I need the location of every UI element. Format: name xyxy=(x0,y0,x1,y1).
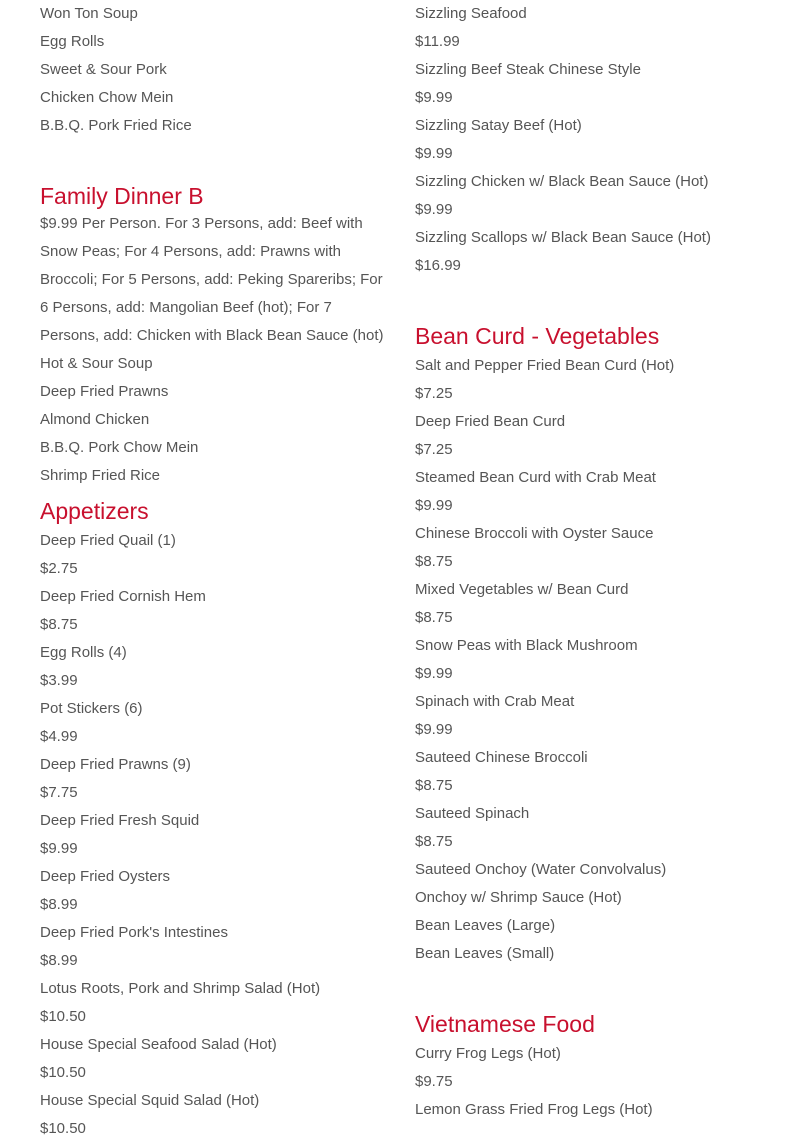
menu-item-name: Deep Fried Oysters xyxy=(40,868,171,885)
menu-item-name: Mixed Vegetables w/ Bean Curd xyxy=(415,581,629,598)
section-heading-appetizers: Appetizers xyxy=(40,498,149,524)
menu-item-name: Sizzling Satay Beef (Hot) xyxy=(415,117,582,134)
sizzling-list xyxy=(415,0,785,280)
menu-item-name: Bean Leaves (Large) xyxy=(415,917,556,934)
section-heading-family-dinner-b: Family Dinner B xyxy=(40,183,204,209)
menu-item-name: Snow Peas with Black Mushroom xyxy=(415,637,638,654)
menu-item-price: $2.75 xyxy=(40,560,78,577)
menu-item-price: $9.99 xyxy=(415,145,453,162)
menu-item-price: $9.99 xyxy=(415,665,453,682)
menu-item-name: Salt and Pepper Fried Bean Curd (Hot) xyxy=(415,357,675,374)
menu-item-name: B.B.Q. Pork Fried Rice xyxy=(40,117,192,134)
menu-item-name: Sauteed Chinese Broccoli xyxy=(415,749,588,766)
menu-item-price: $8.75 xyxy=(415,833,453,850)
menu-item-price: $7.75 xyxy=(40,784,78,801)
menu-item-price: $10.50 xyxy=(40,1064,86,1081)
appetizers-list xyxy=(40,527,390,1143)
menu-item-name: Deep Fried Prawns xyxy=(40,383,169,400)
menu-item-name: Deep Fried Cornish Hem xyxy=(40,588,206,605)
menu-item-name: Onchoy w/ Shrimp Sauce (Hot) xyxy=(415,889,622,906)
menu-item-price: $8.75 xyxy=(415,553,453,570)
menu-item-name: Spinach with Crab Meat xyxy=(415,693,575,710)
menu-item-name: Hot & Sour Soup xyxy=(40,355,153,372)
menu-item-name: Sauteed Spinach xyxy=(415,805,530,822)
menu-item-price: $4.99 xyxy=(40,728,78,745)
family-dinner-b-items xyxy=(40,350,390,490)
menu-item-name: Almond Chicken xyxy=(40,411,150,428)
menu-item-name: Chicken Chow Mein xyxy=(40,89,174,106)
menu-item-price: $10.50 xyxy=(40,1120,86,1137)
menu-left-column xyxy=(40,0,390,1143)
menu-item-name: Deep Fried Prawns (9) xyxy=(40,756,191,773)
menu-item-name: B.B.Q. Pork Chow Mein xyxy=(40,439,199,456)
menu-item-name: Sizzling Chicken w/ Black Bean Sauce (Hot) xyxy=(415,173,709,190)
menu-item-name: Deep Fried Quail (1) xyxy=(40,532,176,549)
menu-item-price: $9.99 xyxy=(415,497,453,514)
menu-item-price: $7.25 xyxy=(415,441,453,458)
menu-right-column xyxy=(415,0,785,1124)
top-items-list xyxy=(40,0,390,140)
menu-item-price: $10.50 xyxy=(40,1008,86,1025)
menu-item-price: $9.75 xyxy=(415,1073,453,1090)
menu-item-name: Egg Rolls xyxy=(40,33,105,50)
menu-item-price: $8.75 xyxy=(415,777,453,794)
menu-item-name: Sauteed Onchoy (Water Convolvalus) xyxy=(415,861,667,878)
menu-item-name: Bean Leaves (Small) xyxy=(415,945,555,962)
menu-item-name: Egg Rolls (4) xyxy=(40,644,127,661)
menu-item-name: Shrimp Fried Rice xyxy=(40,467,161,484)
menu-item-name: House Special Seafood Salad (Hot) xyxy=(40,1036,277,1053)
family-dinner-b-description: $9.99 Per Person. For 3 Persons, add: Beef with Snow Peas; For 4 Persons, add: Prawns with Broccoli; For 5 Persons, add: Peking Spareribs; For 6 Persons, add: Mangolian Beef (hot); For 7 Persons, add: Chicken with Black Bean Sauce (hot) xyxy=(40,215,384,344)
menu-item-name: Lemon Grass Fried Frog Legs (Hot) xyxy=(415,1101,653,1118)
bean-curd-list xyxy=(415,352,785,968)
vietnamese-list xyxy=(415,1040,785,1124)
menu-item-name: Won Ton Soup xyxy=(40,5,138,22)
menu-item-price: $9.99 xyxy=(415,201,453,218)
menu-item-name: Pot Stickers (6) xyxy=(40,700,143,717)
menu-item-price: $9.99 xyxy=(40,840,78,857)
menu-item-price: $8.75 xyxy=(40,616,78,633)
menu-item-price: $9.99 xyxy=(415,721,453,738)
menu-item-price: $9.99 xyxy=(415,89,453,106)
menu-item-name: Steamed Bean Curd with Crab Meat xyxy=(415,469,656,486)
menu-item-name: Sizzling Beef Steak Chinese Style xyxy=(415,61,641,78)
section-heading-vietnamese: Vietnamese Food xyxy=(415,1011,595,1037)
menu-item-price: $11.99 xyxy=(415,33,460,50)
menu-item-name: Sweet & Sour Pork xyxy=(40,61,167,78)
menu-item-name: House Special Squid Salad (Hot) xyxy=(40,1092,260,1109)
menu-item-price: $3.99 xyxy=(40,672,78,689)
menu-item-price: $7.25 xyxy=(415,385,453,402)
menu-item-name: Deep Fried Fresh Squid xyxy=(40,812,200,829)
menu-item-name: Sizzling Scallops w/ Black Bean Sauce (Hot) xyxy=(415,229,711,246)
menu-item-name: Deep Fried Bean Curd xyxy=(415,413,566,430)
menu-item-name: Deep Fried Pork's Intestines xyxy=(40,924,228,941)
section-heading-bean-curd: Bean Curd - Vegetables xyxy=(415,323,660,349)
menu-item-price: $16.99 xyxy=(415,257,461,274)
menu-item-price: $8.99 xyxy=(40,896,78,913)
menu-item-name: Sizzling Seafood xyxy=(415,5,527,22)
menu-item-name: Chinese Broccoli with Oyster Sauce xyxy=(415,525,654,542)
menu-item-price: $8.75 xyxy=(415,609,453,626)
menu-item-name: Curry Frog Legs (Hot) xyxy=(415,1045,561,1062)
menu-item-name: Lotus Roots, Pork and Shrimp Salad (Hot) xyxy=(40,980,321,997)
menu-item-price: $8.99 xyxy=(40,952,78,969)
